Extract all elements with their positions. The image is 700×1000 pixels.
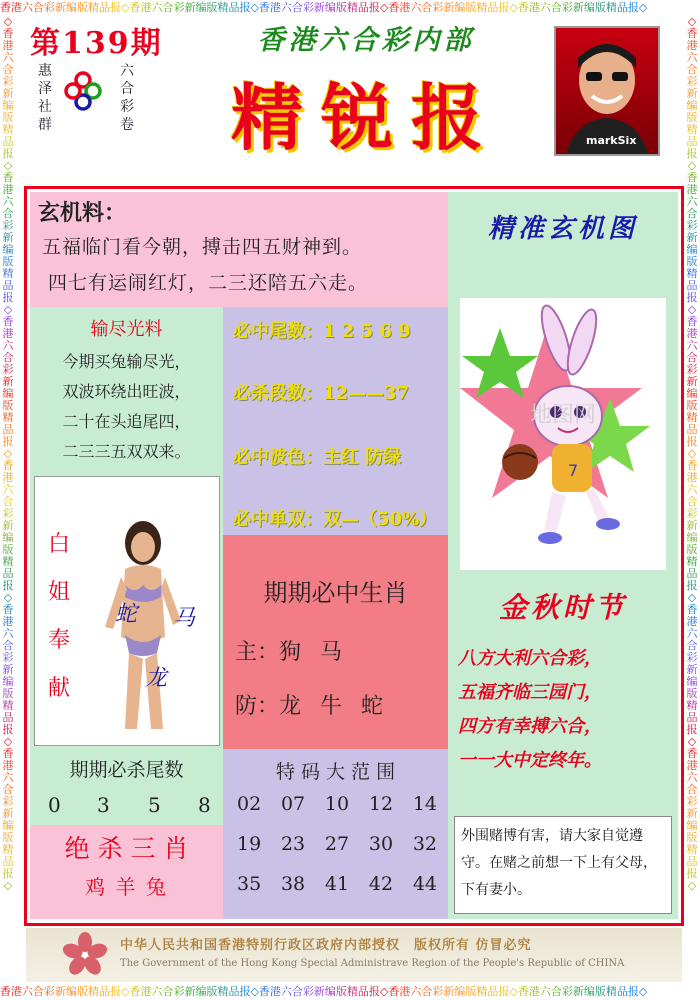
special-number-grid [237,793,437,913]
special-panel [223,749,448,919]
shuzhi-heading: 输尽光料 [90,319,163,340]
warning-notice: 外围赌博有害，请大家自觉遵守。在赌之前想一下上有父母，下有妻小。 [454,816,672,914]
border-strip-left: ◇香港六合彩新编版精品报◇香港六合彩新编版精品报◇香港六合彩新编版精品报◇香港六合彩新编版精品报◇香港六合彩新编版精品报◇香港六合彩新编版精品报◇ [0,16,16,984]
border-strip-bottom: 香港六合彩新编版精品报◇香港六合彩新编版精品报◇香港六合彩新编版精品报◇香港六合彩新编版精品报◇香港六合彩新编版精品报◇ [0,984,700,1000]
baijie-animal-3: 龙 [145,666,168,691]
jinqiu-line: 八方大利六合彩， [458,648,602,669]
footer-en-text: The Government of the Hong Kong Special Administrave Region of the People's Republic of CHINA [120,958,625,969]
pick-odd-even: 必中单双：双—（50%） [233,509,438,530]
rabbit-image [460,298,666,570]
kill-tail-digit: 8 [198,793,211,817]
shuzhi-line: 今期买兔输尽光， [62,352,191,371]
jingzhun-heading: 精准玄机图 [487,214,638,244]
kill-tail-digit: 5 [148,793,161,817]
issue-number: 第139期 [30,26,163,61]
jinqiu-line: 四方有幸搏六合， [458,716,602,737]
kill-tail-panel [30,749,223,825]
zodiac-alt: 防：龙 牛 蛇 [235,694,390,719]
shuzhi-panel [30,307,223,474]
baijie-side-text: 白 姐 奉 献 [47,532,70,701]
kill-zodiac-panel [30,825,223,919]
shuzhi-verse [30,347,223,467]
header [16,16,684,181]
shuzhi-line: 二三三五双双来。 [62,442,191,461]
kill-zodiac-heading: 绝 杀 三 肖 [64,834,189,863]
jinqiu-line: 一一大中定终年。 [458,750,602,771]
xuanji-line-2: 四七有运闹红灯，二三还陪五六走。 [48,272,369,294]
pick-segment: 必杀段数：12——37 [233,383,410,404]
host-photo [554,26,660,156]
shuzhi-line: 双波环绕出旺波， [62,382,191,401]
kill-tail-heading: 期期必杀尾数 [69,759,184,781]
special-heading: 特 码 大 范 围 [275,761,396,783]
special-row: 02 07 10 12 14 [237,793,437,815]
logo-right-text: 六合彩卷 [120,63,134,133]
watermark: 地图网 [530,403,597,428]
picks-panel [223,307,448,535]
pick-wave-color: 必中波色：主红 防绿 [233,447,402,468]
shuzhi-line: 二十在头追尾四， [62,412,191,431]
footer-banner [26,928,682,982]
border-strip-top: 香港六合彩新编版精品报◇香港六合彩新编版精品报◇香港六合彩新编版精品报◇香港六合彩新编版精品报◇香港六合彩新编版精品报◇ [0,0,700,16]
baijie-panel [30,474,223,749]
kill-tail-digit: 0 [48,793,61,817]
border-strip-right: ◇香港六合彩新编版精品报◇香港六合彩新编版精品报◇香港六合彩新编版精品报◇香港六合彩新编版精品报◇香港六合彩新编版精品报◇香港六合彩新编版精品报◇ [684,16,700,984]
xuanji-panel [30,192,448,307]
right-column [448,192,678,919]
pick-tail: 必中尾数：1 2 5 6 9 [233,321,411,342]
logo-left-text: 惠泽社群 [38,63,52,133]
special-row: 35 38 41 42 44 [237,873,437,895]
baijie-animal-2: 马 [173,606,196,631]
jinqiu-verse [458,642,673,778]
kill-zodiac-value: 鸡 羊 兔 [85,875,168,899]
xuanji-line-1: 五福临门看今朝，搏击四五财神到。 [42,236,363,258]
bauhinia-emblem-icon [62,932,108,978]
photo-brand-label: markSix [586,134,637,147]
kill-tail-digit: 3 [97,793,110,817]
baijie-animal-1: 蛇 [115,602,138,627]
footer-cn-text: 中华人民共和国香港特别行政区政府内部授权 版权所有 仿冒必究 [120,938,532,953]
jinqiu-line: 五福齐临三园门， [458,682,602,703]
xuanji-heading: 玄机料： [38,200,127,226]
zodiac-panel [223,535,448,749]
svg-text:7: 7 [568,461,579,480]
baijie-image-frame [34,476,220,746]
page-title: 精锐报 [230,75,501,160]
special-row: 19 23 27 30 32 [237,833,437,855]
zodiac-main: 主：狗 马 [235,640,349,665]
jinqiu-heading: 金秋时节 [498,591,627,624]
page-subtitle: 香港六合彩内部 [257,25,475,56]
flower-logo-icon [62,70,104,112]
zodiac-heading: 期期必中生肖 [263,579,408,607]
